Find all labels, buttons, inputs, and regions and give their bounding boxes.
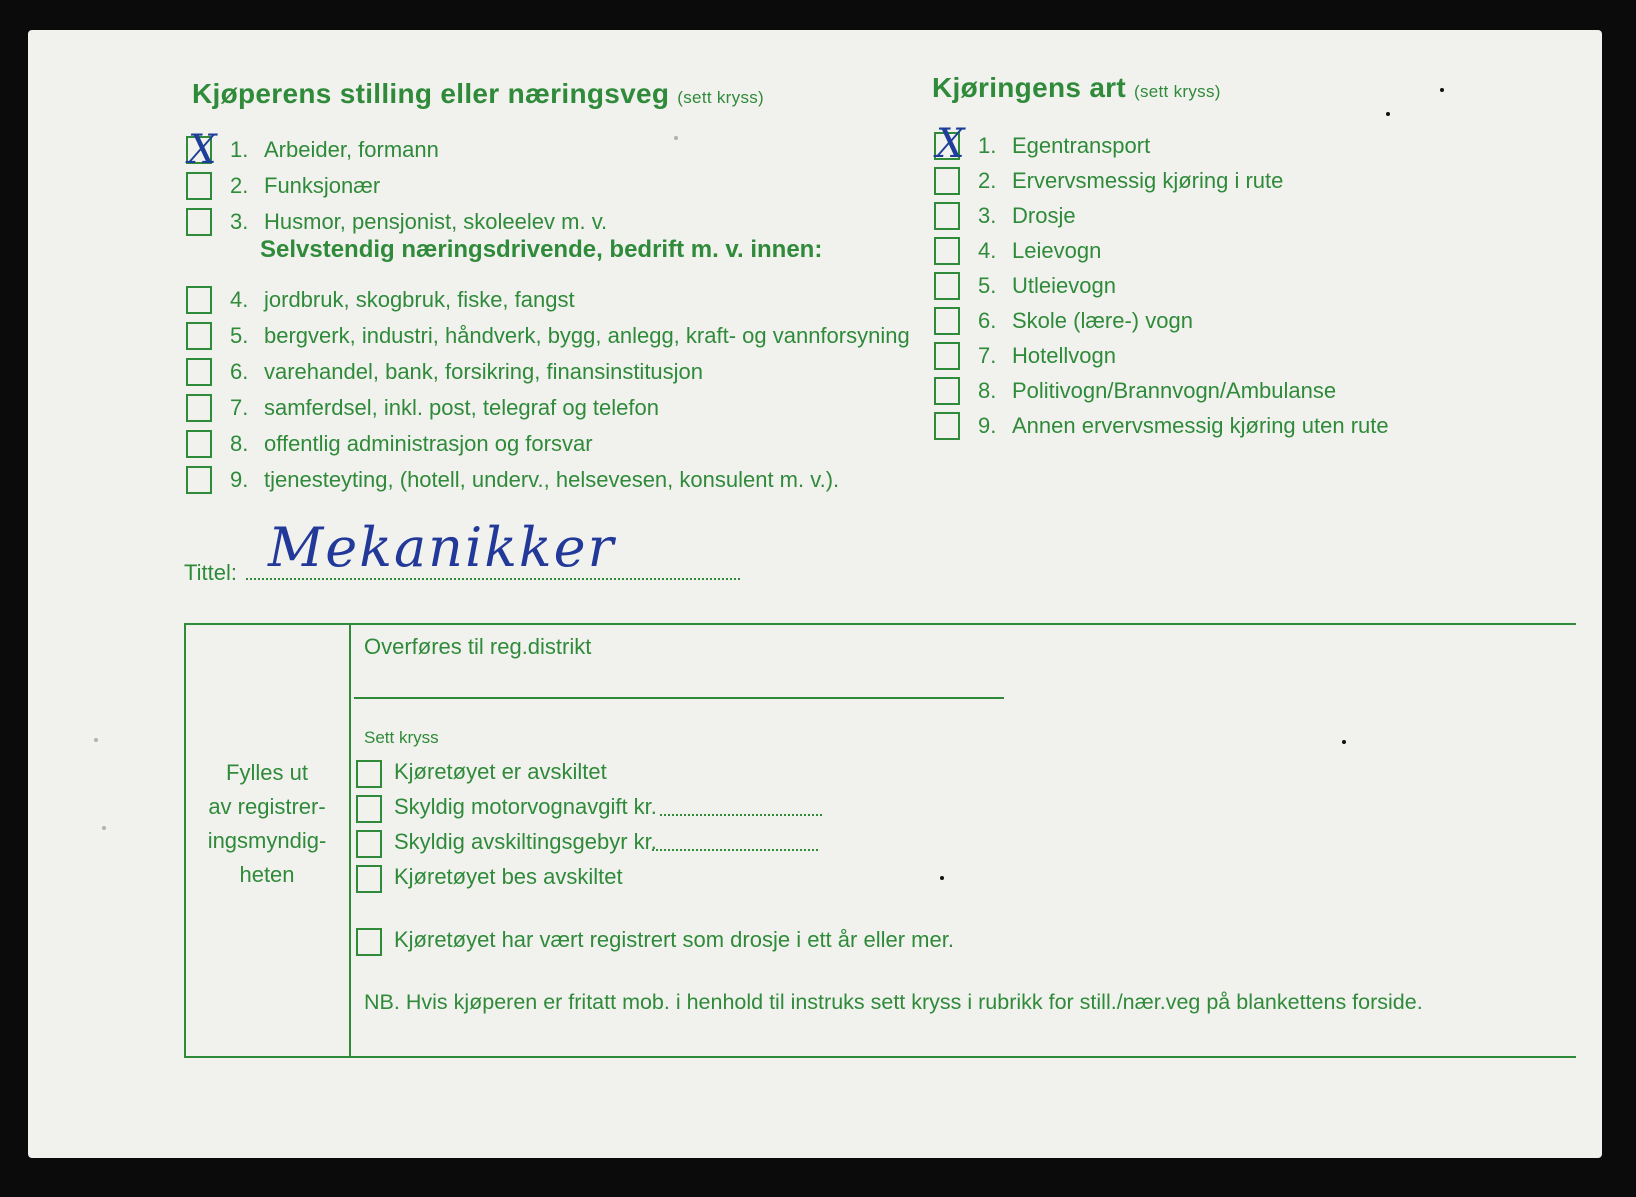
option-number: 6. [230, 359, 249, 384]
tittel-handwritten-value[interactable]: Mekanikker [268, 516, 616, 579]
sett-kryss-label: Sett kryss [364, 728, 439, 747]
option-avskiltet-label: Kjøretøyet er avskiltet [394, 759, 607, 784]
option-label: Arbeider, formann [264, 137, 439, 162]
checkbox-utleievogn[interactable] [934, 272, 960, 300]
checkbox-avskiltet[interactable] [356, 760, 382, 788]
checkbox-motorvognavgift[interactable] [356, 795, 382, 823]
checkbox-varehandel[interactable] [186, 358, 212, 386]
side-label-line: heten [239, 862, 295, 887]
checkbox-drosje[interactable] [934, 202, 960, 230]
handwritten-check-mark: X [936, 121, 965, 167]
checkbox-jordbruk[interactable] [186, 286, 212, 314]
option-number: 5. [230, 323, 249, 348]
paper-speck [1386, 112, 1390, 116]
option-label: Leievogn [1012, 238, 1102, 263]
option-number: 3. [230, 209, 249, 234]
checkbox-hotellvogn[interactable] [934, 342, 960, 370]
option-samferdsel [230, 391, 659, 425]
option-label: Egentransport [1012, 133, 1151, 158]
checkbox-samferdsel[interactable] [186, 394, 212, 422]
checkbox-bes-avskiltet[interactable] [356, 865, 382, 893]
checkbox-bergverk[interactable] [186, 322, 212, 350]
checkbox-drosje-ett-ar[interactable] [356, 928, 382, 956]
side-label-line: Fylles ut [226, 760, 308, 785]
option-label: Husmor, pensjonist, skoleelev m. v. [264, 209, 608, 234]
checkbox-tjenesteyting[interactable] [186, 466, 212, 494]
option-label: tjenesteyting, (hotell, underv., helsevesen, konsulent m. v.). [264, 467, 840, 492]
side-label-line: ingsmyndig- [207, 828, 327, 853]
checkbox-annen-ervervsmessig[interactable] [934, 412, 960, 440]
right-section-title [932, 72, 1221, 104]
handwritten-check-mark: X [188, 127, 217, 173]
option-tjenesteyting [230, 463, 839, 497]
checkbox-skolevogn[interactable] [934, 307, 960, 335]
checkbox-offentlig[interactable] [186, 430, 212, 458]
option-number: 9. [230, 467, 249, 492]
option-drosje [978, 199, 1076, 233]
option-label: Ervervsmessig kjøring i rute [1012, 168, 1284, 193]
form-sheet [28, 30, 1602, 1158]
option-label: Politivogn/Brannvogn/Ambulanse [1012, 378, 1337, 403]
option-jordbruk [230, 283, 575, 317]
option-label: bergverk, industri, håndverk, bygg, anlegg, kraft- og vannforsyning [264, 323, 910, 348]
option-varehandel [230, 355, 703, 389]
option-annen-ervervsmessig [978, 409, 1389, 443]
option-number: 8. [978, 378, 997, 403]
option-number: 5. [978, 273, 997, 298]
option-label: samferdsel, inkl. post, telegraf og telefon [264, 395, 659, 420]
box-top-border [184, 623, 1576, 625]
motorvognavgift-amount-line[interactable] [660, 814, 822, 816]
checkbox-avskiltingsgebyr[interactable] [356, 830, 382, 858]
option-utleievogn [978, 269, 1116, 303]
option-label: Skole (lære-) vogn [1012, 308, 1193, 333]
option-number: 3. [978, 203, 997, 228]
option-label: offentlig administrasjon og forsvar [264, 431, 593, 456]
option-egentransport [978, 129, 1150, 163]
left-title-text: Kjøperens stilling eller næringsveg [192, 78, 670, 109]
option-politivogn [978, 374, 1336, 408]
option-number: 7. [230, 395, 249, 420]
option-number: 2. [230, 173, 249, 198]
option-label: Drosje [1012, 203, 1076, 228]
option-bes-avskiltet-label: Kjøretøyet bes avskiltet [394, 864, 623, 889]
transfer-label: Overføres til reg.distrikt [364, 634, 592, 659]
left-title-note: (sett kryss) [677, 88, 765, 107]
option-number: 9. [978, 413, 997, 438]
option-drosje-ett-ar-label: Kjøretøyet har vært registrert som drosje i ett år eller mer. [394, 927, 954, 952]
option-number: 4. [230, 287, 249, 312]
option-ervervsmessig-rute [978, 164, 1283, 198]
checkbox-ervervsmessig-rute[interactable] [934, 167, 960, 195]
side-label-line: av registrer- [208, 794, 326, 819]
option-husmor [230, 205, 607, 239]
checkbox-politivogn[interactable] [934, 377, 960, 405]
left-section-title [192, 78, 764, 110]
option-number: 6. [978, 308, 997, 333]
right-title-text: Kjøringens art [932, 72, 1127, 103]
option-number: 2. [978, 168, 997, 193]
avskiltingsgebyr-amount-line[interactable] [652, 849, 818, 851]
option-number: 1. [230, 137, 249, 162]
paper-speck [1342, 740, 1346, 744]
option-avskiltingsgebyr-label: Skyldig avskiltingsgebyr kr. [394, 829, 657, 854]
option-label: Funksjonær [264, 173, 381, 198]
option-number: 1. [978, 133, 997, 158]
box-divider [349, 623, 351, 1058]
transfer-line[interactable] [354, 697, 1004, 699]
option-leievogn [978, 234, 1101, 268]
box-bottom-border [184, 1056, 1576, 1058]
option-label: varehandel, bank, forsikring, finansinstitusjon [264, 359, 704, 384]
subheading-selvstendig: Selvstendig næringsdrivende, bedrift m. v. innen: [260, 236, 823, 263]
option-motorvognavgift-label: Skyldig motorvognavgift kr. [394, 794, 657, 819]
checkbox-leievogn[interactable] [934, 237, 960, 265]
option-bergverk [230, 319, 910, 353]
option-skolevogn [978, 304, 1193, 338]
nb-note: NB. Hvis kjøperen er fritatt mob. i henhold til instruks sett kryss i rubrikk for still./nær.veg på blankettens forside. [364, 990, 1423, 1014]
option-number: 8. [230, 431, 249, 456]
option-number: 4. [978, 238, 997, 263]
paper-speck [940, 876, 944, 880]
option-hotellvogn [978, 339, 1116, 373]
paper-speck [94, 738, 98, 742]
paper-speck [674, 136, 678, 140]
option-label: Hotellvogn [1012, 343, 1116, 368]
tittel-label: Tittel: [184, 560, 237, 585]
checkbox-funksjonaer[interactable] [186, 172, 212, 200]
option-arbeider [230, 133, 439, 167]
option-label: Utleievogn [1012, 273, 1116, 298]
checkbox-husmor[interactable] [186, 208, 212, 236]
registry-side-label [186, 756, 348, 892]
option-label: Annen ervervsmessig kjøring uten rute [1012, 413, 1389, 438]
right-title-note: (sett kryss) [1134, 82, 1221, 101]
paper-speck [102, 826, 106, 830]
option-number: 7. [978, 343, 997, 368]
option-offentlig [230, 427, 593, 461]
option-funksjonaer [230, 169, 380, 203]
paper-speck [1440, 88, 1444, 92]
option-label: jordbruk, skogbruk, fiske, fangst [264, 287, 575, 312]
